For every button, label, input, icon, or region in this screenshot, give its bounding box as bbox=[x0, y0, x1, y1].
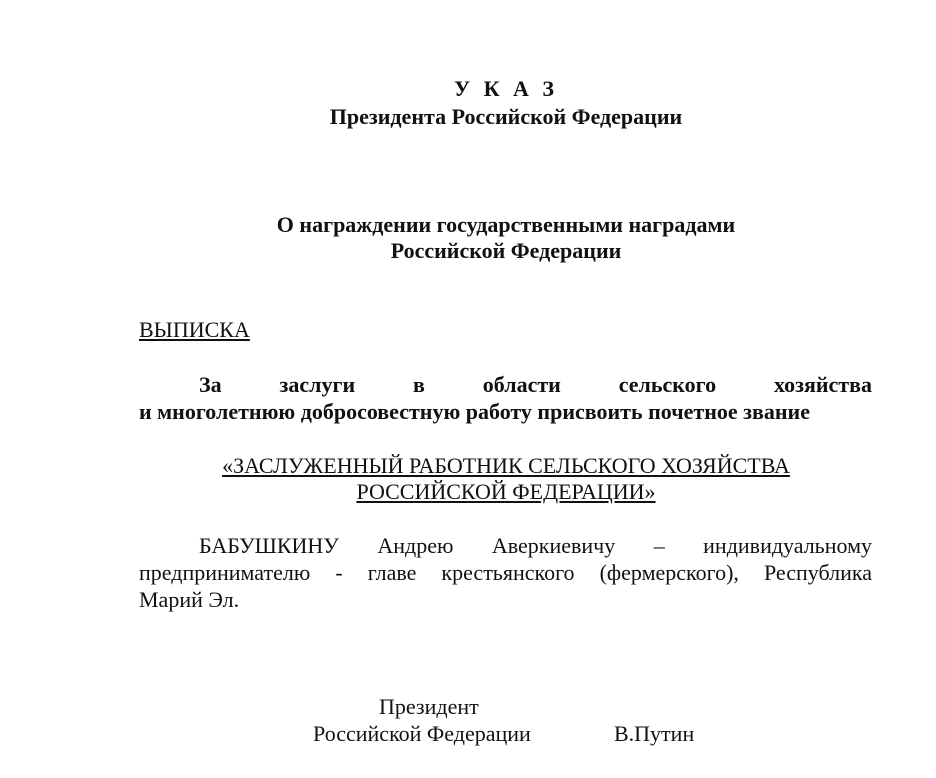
decree-text-line-1-content: За заслуги в области сельского хозяйства bbox=[199, 372, 872, 397]
extract-label: ВЫПИСКА bbox=[139, 317, 250, 342]
decree-text-line-2: и многолетнюю добросовестную работу присвоить почетное звание bbox=[139, 399, 810, 424]
recipient-line-1-content: БАБУШКИНУ Андрею Аверкиевичу – индивидуальному bbox=[199, 533, 872, 558]
honorary-title-line-1: «ЗАСЛУЖЕННЫЙ РАБОТНИК СЕЛЬСКОГО ХОЗЯЙСТВА bbox=[222, 453, 790, 478]
document-type-title: У К А З bbox=[453, 76, 559, 101]
decree-subject-line-1: О награждении государственными наградами bbox=[276, 212, 736, 237]
decree-subject-line-2: Российской Федерации bbox=[390, 238, 622, 263]
decree-text-line-1 bbox=[139, 372, 872, 398]
signatory-name: В.Путин bbox=[614, 721, 695, 746]
recipient-line-1 bbox=[139, 533, 872, 559]
recipient-line-3: Марий Эл. bbox=[139, 587, 240, 612]
honorary-title-line-2: РОССИЙСКОЙ ФЕДЕРАЦИИ» bbox=[356, 479, 656, 504]
signatory-position-line-1: Президент bbox=[379, 694, 479, 719]
issuer-title: Президента Российской Федерации bbox=[329, 104, 683, 129]
signatory-position-line-2: Российской Федерации bbox=[313, 721, 531, 746]
recipient-line-2: предпринимателю - главе крестьянского (фермерского), Республика bbox=[139, 560, 872, 585]
